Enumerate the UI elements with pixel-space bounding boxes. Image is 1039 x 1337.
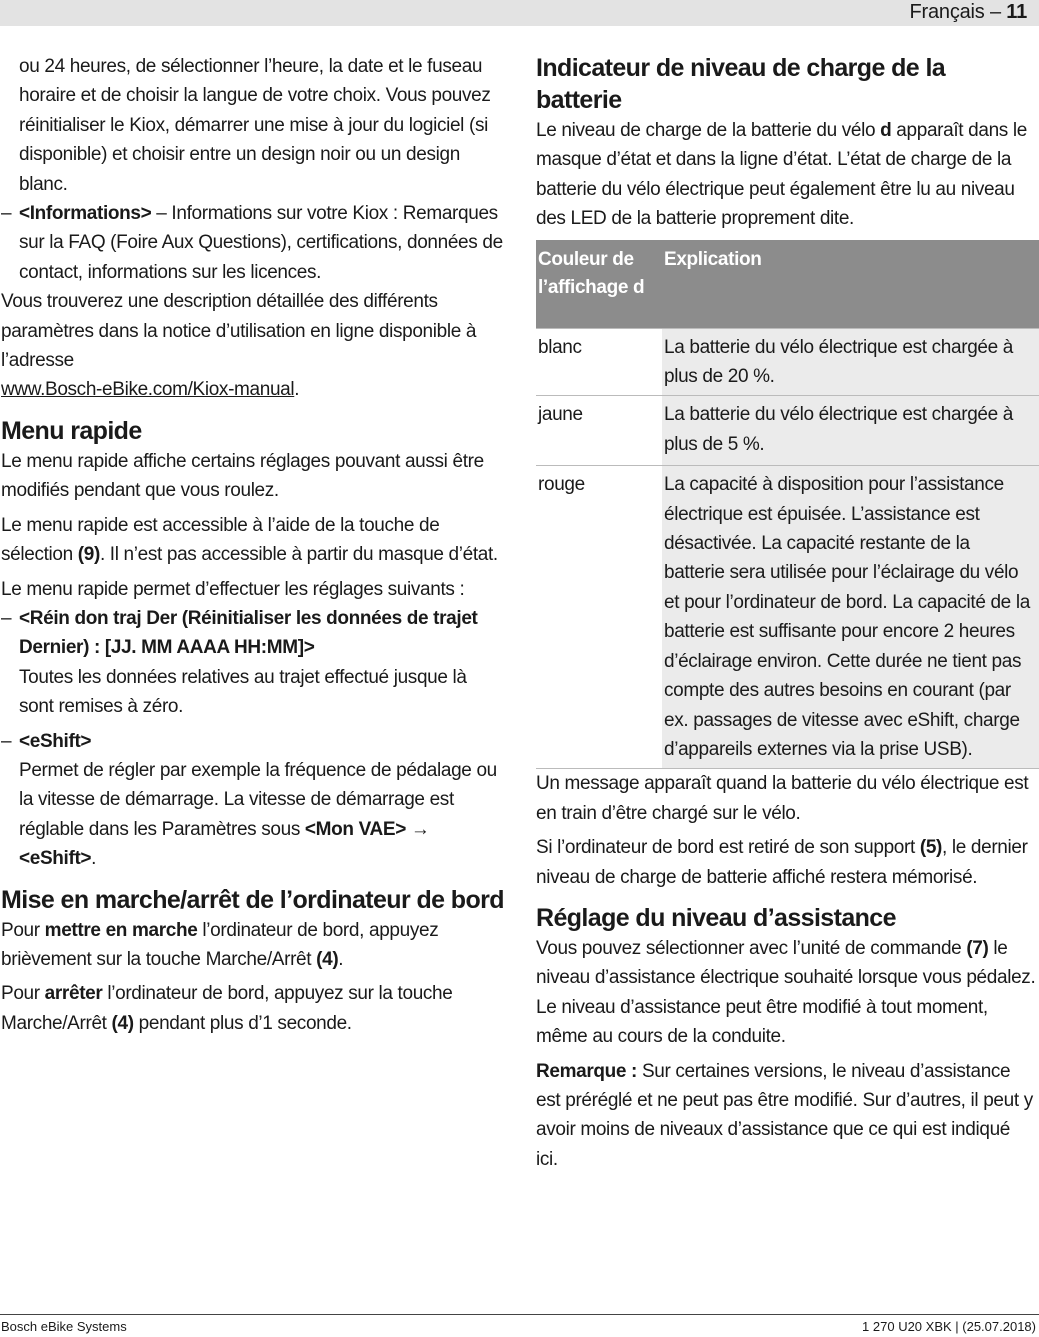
row-color: blanc: [536, 328, 662, 396]
power-heading: Mise en marche/arrêt de l’ordinateur de bord: [1, 885, 504, 914]
assist-paragraph: Vous pouvez sélectionner avec l’unité de commande (7) le niveau d’assistance électrique souhaité lorsque vous pédalez. Le niveau d’assistance peut être modifié à tout moment, même au cours de la conduite.: [536, 937, 1036, 1048]
reset-item: – <Réin don traj Der (Réinitialiser les données de trajet Dernier) : [JJ. MM AAAA HH:MM]> Toutes les données relatives au trajet effectué jusque là sont remises à zéro.: [1, 607, 478, 718]
battery-table: [536, 240, 1039, 770]
row-text: La capacité à disposition pour l’assistance électrique est épuisée. L’assistance est désactivée. La capacité restante de la batterie sera utilisée pour l’éclairage du vélo et pour l’ordinateur de bord. La capacité de la batterie est suffisante pour encore 2 heures d’éclairage environ. Cette durée ne tient pas compte des autres besoins en courant (par ex. passages de vitesse avec eShift, charge d’appareils externes via la prise USB).: [662, 466, 1039, 769]
assist-heading: Réglage du niveau d’assistance: [536, 903, 896, 932]
manual-paragraph: Vous trouverez une description détaillée des différents paramètres dans la notice d’utilisation en ligne disponible à l’adresse www.Bosch-eBike.com/Kiox-manual.: [1, 291, 477, 401]
removed-paragraph: Si l’ordinateur de bord est retiré de son support (5), le dernier niveau de charge de batterie affiché restera mémorisé.: [536, 837, 1028, 888]
row-text: La batterie du vélo électrique est chargée à plus de 20 %.: [662, 328, 1039, 396]
menu-paragraph-1: Le menu rapide affiche certains réglages pouvant aussi être modifiés pendant que vous roulez.: [1, 450, 484, 502]
menu-paragraph-3: Le menu rapide permet d’effectuer les réglages suivants :: [1, 578, 465, 600]
menu-paragraph-2: Le menu rapide est accessible à l’aide de la touche de sélection (9). Il n’est pas accessible à partir du masque d’état.: [1, 514, 498, 566]
menu-rapide-heading: Menu rapide: [1, 416, 142, 445]
informations-item: – <Informations> – Informations sur votre Kiox : Remarques sur la FAQ (Foire Aux Questions), certifications, données de contact, informations sur les licences.: [1, 203, 503, 283]
charging-note: Un message apparaît quand la batterie du vélo électrique est en train d’être chargé sur le vélo.: [536, 773, 1029, 824]
row-color: jaune: [536, 396, 662, 466]
page-number: Français – 11: [909, 1, 1027, 23]
row-color: rouge: [536, 466, 662, 769]
table-row: [536, 466, 1039, 769]
table-row: [536, 328, 1039, 396]
manual-link[interactable]: www.Bosch-eBike.com/Kiox-manual: [1, 379, 295, 401]
page-header: [0, 0, 1039, 26]
note-paragraph: Remarque : Sur certaines versions, le niveau d’assistance est préréglé et ne peut pas être modifié. Sur d’autres, il peut y avoir moins de niveaux d’assistance que ce qui est indiqué ici.: [536, 1060, 1033, 1170]
page-footer: [0, 1314, 1039, 1334]
table-header-color: Couleur de l’affichage d: [536, 240, 662, 329]
table-row: [536, 396, 1039, 466]
power-on-paragraph: Pour mettre en marche l’ordinateur de bord, appuyez brièvement sur la touche Marche/Arrêt (4).: [1, 919, 439, 970]
power-off-paragraph: Pour arrêter l’ordinateur de bord, appuyez sur la touche Marche/Arrêt (4) pendant plus d’1 seconde.: [1, 983, 453, 1034]
settings-continuation: ou 24 heures, de sélectionner l’heure, la date et le fuseau horaire et de choisir la langue de votre choix. Vous pouvez réinitialiser le Kiox, démarrer une mise à jour du logiciel (si disponible) et choisir entre un design noir ou un design blanc.: [19, 56, 491, 195]
footer-company: Bosch eBike Systems: [1, 1319, 127, 1334]
left-column: [1, 52, 506, 1038]
battery-paragraph: Le niveau de charge de la batterie du vélo d apparaît dans le masque d’état et dans la ligne d’état. L’état de charge de la batterie du vélo électrique peut également être lu au niveau des LED de la batterie proprement dite.: [536, 120, 1027, 230]
battery-heading: Indicateur de niveau de charge de la batterie: [536, 54, 946, 114]
row-text: La batterie du vélo électrique est chargée à plus de 5 %.: [662, 396, 1039, 466]
eshift-item: – <eShift> Permet de régler par exemple la fréquence de pédalage ou la vitesse de démarrage. La vitesse de démarrage est réglable dans les Paramètres sous <Mon VAE> → <eShift>.: [1, 730, 497, 870]
table-header-explication: Explication: [662, 240, 1039, 329]
footer-reference: 1 270 U20 XBK | (25.07.2018): [862, 1319, 1036, 1334]
table-header-row: [536, 240, 1039, 329]
right-column: [536, 52, 1036, 1174]
